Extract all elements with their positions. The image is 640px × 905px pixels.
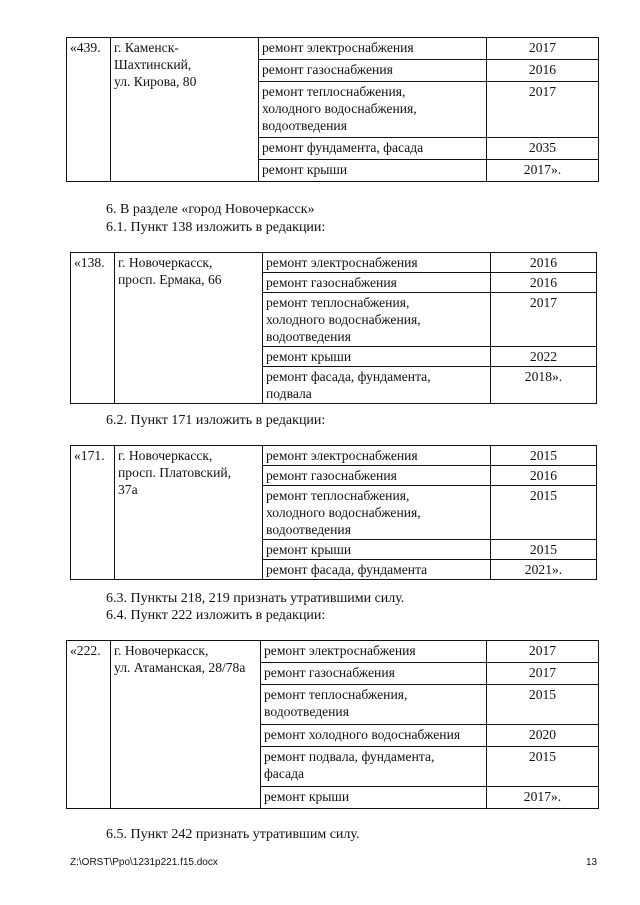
address-line: г. Новочеркасск, [118,448,213,463]
work-line: ремонт теплоснабжения, [264,687,408,702]
work-cell: ремонт газоснабжения [261,663,487,685]
year-cell: 2016 [491,466,597,486]
work-line: водоотведения [264,704,349,719]
table-item-439 [66,37,599,182]
work-cell [263,367,491,404]
address-line: Шахтинский, [114,57,192,72]
work-line: холодного водоснабжения, [262,101,417,116]
address-cell [115,446,263,580]
year-cell: 2017». [487,787,599,809]
table-item-222 [66,640,599,809]
work-line: водоотведения [266,329,351,344]
work-cell: ремонт фасада, фундамента [263,560,491,580]
paragraph-6-3: 6.3. Пункты 218, 219 признать утратившими силу. [106,591,405,606]
address-cell [111,641,261,809]
address-line: просп. Платовский, [118,465,232,480]
footer-file-path: Z:\ORST\Ppo\1231p221.f15.docx [70,857,218,868]
table-item-138 [70,252,597,404]
year-cell: 2035 [487,138,599,160]
year-cell: 2016 [491,273,597,293]
paragraph-6-1: 6.1. Пункт 138 изложить в редакции: [106,220,326,235]
work-cell: ремонт газоснабжения [263,466,491,486]
address-line: г. Новочеркасск, [114,643,209,658]
year-cell: 2015 [491,486,597,540]
year-cell: 2017». [487,160,599,182]
year-cell: 2018». [491,367,597,404]
work-cell: ремонт электроснабжения [261,641,487,663]
year-cell: 2020 [487,725,599,747]
work-line: водоотведения [266,522,351,537]
table-row [71,446,597,466]
paragraph-6-4: 6.4. Пункт 222 изложить в редакции: [106,608,326,623]
work-cell: ремонт крыши [261,787,487,809]
page-number: 13 [586,857,598,868]
work-line: ремонт теплоснабжения, [266,295,410,310]
work-cell: ремонт электроснабжения [259,38,487,60]
work-line: подвала [266,386,312,401]
item-number: «439. [67,38,111,182]
paragraph-6-5: 6.5. Пункт 242 признать утратившим силу. [106,827,360,842]
address-line: г. Каменск- [114,40,179,55]
work-line: водоотведения [262,118,347,133]
year-cell: 2017 [487,641,599,663]
work-line: ремонт фасада, фундамента, [266,369,431,384]
work-line: ремонт подвала, фундамента, [264,749,435,764]
address-line: просп. Ермака, 66 [118,272,222,287]
work-line: ремонт теплоснабжения, [262,84,406,99]
item-number: «222. [67,641,111,809]
year-cell: 2017 [491,293,597,347]
address-line: 37а [118,482,138,497]
work-cell [259,82,487,138]
table-item-171 [70,445,597,580]
work-cell: ремонт холодного водоснабжения [261,725,487,747]
year-cell: 2016 [491,253,597,273]
year-cell: 2015 [491,446,597,466]
work-line: холодного водоснабжения, [266,505,421,520]
paragraph-6-2: 6.2. Пункт 171 изложить в редакции: [106,413,326,428]
year-cell: 2022 [491,347,597,367]
year-cell: 2017 [487,38,599,60]
work-cell: ремонт фундамента, фасада [259,138,487,160]
work-cell: ремонт электроснабжения [263,253,491,273]
work-cell: ремонт крыши [263,540,491,560]
address-cell [111,38,259,182]
work-cell: ремонт газоснабжения [259,60,487,82]
address-line: ул. Кирова, 80 [114,74,197,89]
year-cell: 2021». [491,560,597,580]
work-cell [261,685,487,725]
item-number: «138. [71,253,115,404]
year-cell: 2015 [487,747,599,787]
year-cell: 2017 [487,82,599,138]
work-cell: ремонт газоснабжения [263,273,491,293]
year-cell: 2016 [487,60,599,82]
work-line: холодного водоснабжения, [266,312,421,327]
work-cell: ремонт крыши [259,160,487,182]
table-row [67,38,599,60]
address-line: г. Новочеркасск, [118,255,213,270]
work-cell [263,293,491,347]
work-line: фасада [264,766,305,781]
table-row [71,253,597,273]
table-row [67,641,599,663]
year-cell: 2015 [487,685,599,725]
work-cell: ремонт крыши [263,347,491,367]
work-line: ремонт теплоснабжения, [266,488,410,503]
item-number: «171. [71,446,115,580]
year-cell: 2017 [487,663,599,685]
work-cell [263,486,491,540]
address-line: ул. Атаманская, 28/78а [114,660,246,675]
paragraph-6: 6. В разделе «город Новочеркасск» [106,202,315,217]
address-cell [115,253,263,404]
year-cell: 2015 [491,540,597,560]
work-cell [261,747,487,787]
work-cell: ремонт электроснабжения [263,446,491,466]
